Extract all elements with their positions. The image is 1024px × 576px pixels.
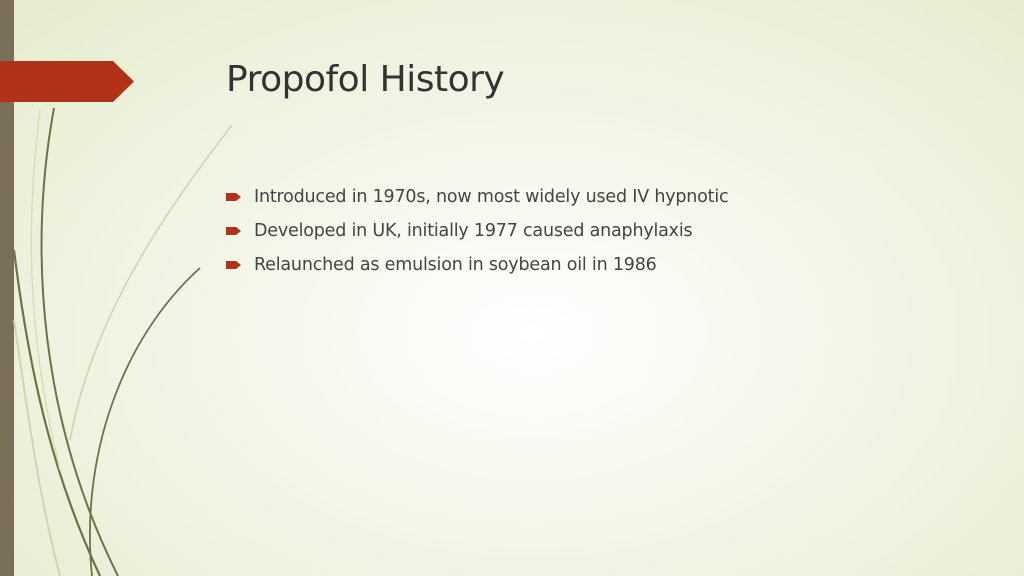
bullet-text: Developed in UK, initially 1977 caused anaphylaxis xyxy=(254,221,693,241)
list-item xyxy=(226,180,728,214)
pencil-arrow-icon xyxy=(226,226,241,236)
grass-line xyxy=(70,125,232,440)
grass-line xyxy=(90,268,200,576)
pencil-arrow-icon xyxy=(226,260,241,270)
bullet-list xyxy=(226,180,728,282)
slide-title: Propofol History xyxy=(226,59,505,100)
pencil-arrow-icon xyxy=(226,192,241,202)
list-item xyxy=(226,214,728,248)
bullet-text: Relaunched as emulsion in soybean oil in 1986 xyxy=(254,255,657,275)
list-item xyxy=(226,248,728,282)
bullet-text: Introduced in 1970s, now most widely used IV hypnotic xyxy=(254,187,729,207)
grass-line xyxy=(42,108,118,576)
title-accent-arrow xyxy=(0,61,134,102)
